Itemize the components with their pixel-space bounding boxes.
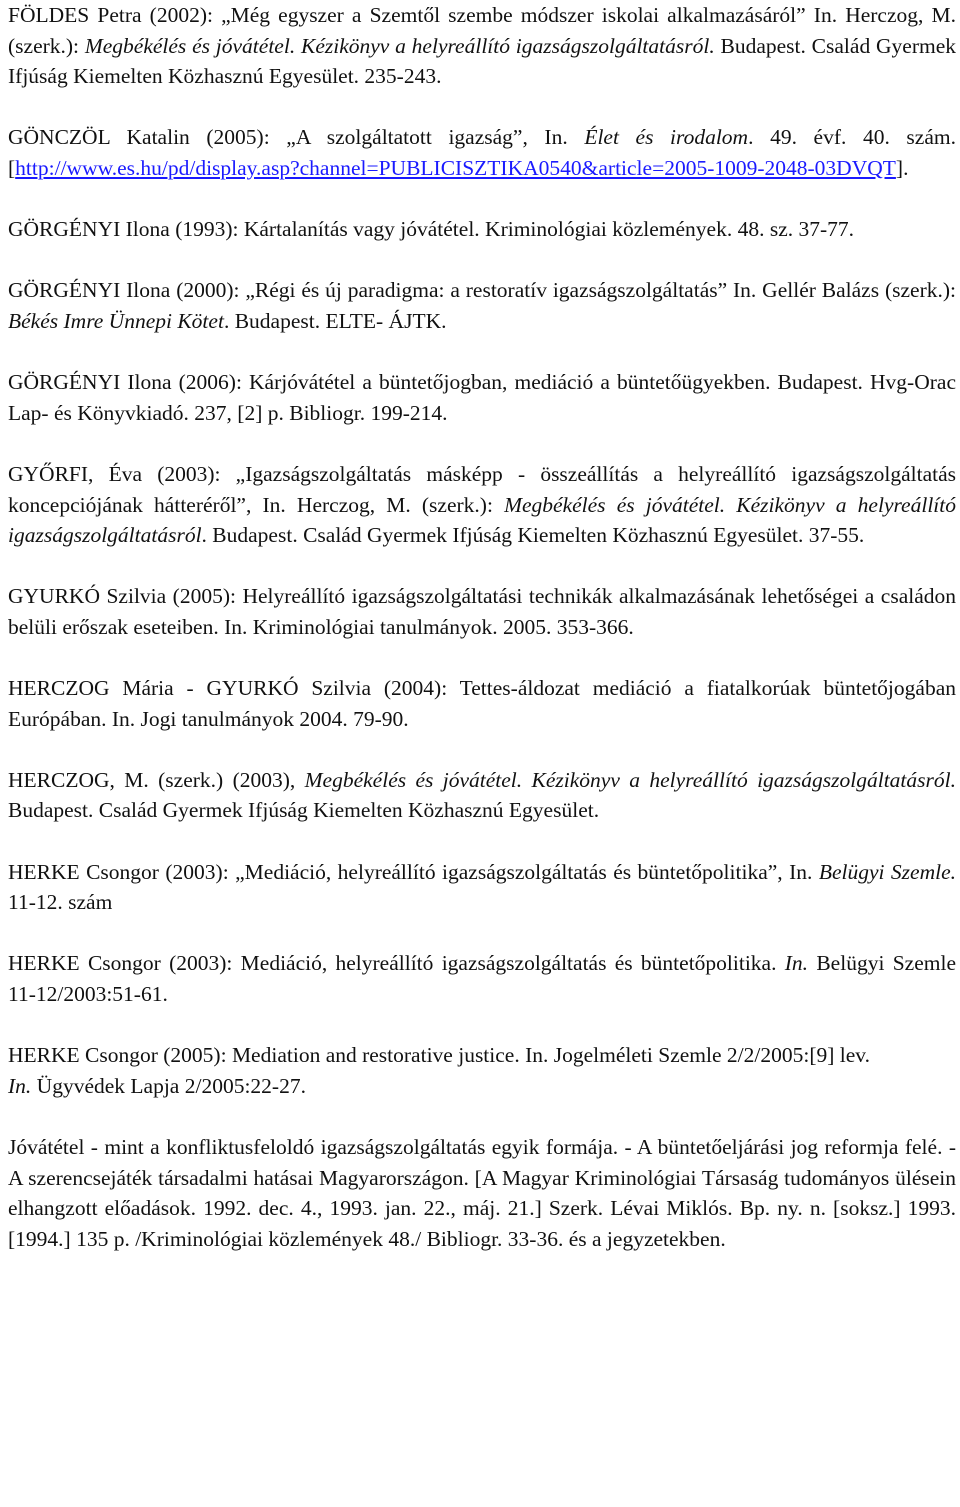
reference-entry [8, 122, 956, 183]
reference-text: Budapest. Család Gyermek Ifjúság Kiemelten Közhasznú Egyesület. 235-243. [8, 33, 956, 89]
reference-entry [8, 1132, 956, 1254]
reference-entry [8, 581, 956, 642]
reference-text: GÖNCZÖL Katalin (2005): „A szolgáltatott igazság”, In. [8, 125, 585, 150]
reference-entry [8, 948, 956, 1009]
reference-link[interactable]: http://www.es.hu/pd/display.asp?channel=PUBLICISZTIKA0540&article=2005-1009-2048-03DVQT [15, 155, 896, 180]
reference-title-italic: Megbékélés és jóvátétel. Kézikönyv a helyreállító igazságszolgáltatásról. [304, 767, 956, 792]
reference-text: . Budapest. Család Gyermek Ifjúság Kiemelten Közhasznú Egyesület. 37-55. [201, 523, 865, 548]
reference-text: GÖRGÉNYI Ilona (2006): Kárjóvátétel a büntetőjogban, mediáció a büntetőügyekben. Budapest. Hvg-Orac Lap- és Könyvkiadó. 237, [2] p. Bibliogr. 199-214. [8, 370, 956, 425]
reference-text: FÖLDES Petra (2002): „Még egyszer a Szemtől szembe módszer iskolai alkalmazásáról” In. Herczog, M. (szerk.): [8, 3, 956, 58]
reference-entry [8, 765, 956, 826]
reference-text: GYŐRFI, Éva (2003): „Igazságszolgáltatás másképp - összeállítás a helyreállító igazságszolgáltatás koncepciójának hátteréről”, In. Herczog, M. (szerk.): [8, 461, 956, 517]
reference-entry [8, 459, 956, 551]
reference-entry [8, 275, 956, 336]
reference-text: HERKE Csongor (2003): „Mediáció, helyreállító igazságszolgáltatás és büntetőpolitika”, In. [8, 859, 819, 884]
reference-text: 11-12. szám [8, 890, 113, 915]
reference-text: . Budapest. ELTE- ÁJTK. [223, 308, 447, 333]
reference-title-italic: In. [8, 1073, 32, 1098]
reference-entry [8, 367, 956, 428]
reference-text: Jóvátétel - mint a konfliktusfeloldó igazságszolgáltatás egyik formája. - A büntetőeljárási jog reformja felé. - A szerencsejáték társadalmi hatásai Magyarországon. [A Magyar Kriminológiai Társaság tudományos ülésein elhangzott előadások. 1992. dec. 4., 1993. jan. 22., máj. 21.] Szerk. Lévai Miklós. Bp. ny. n. [soksz.] 1993. [1994.] 135 p. /Kriminológiai közlemények 48./ Bibliogr. 33-36. és a jegyzetekben. [8, 1134, 956, 1251]
reference-entry [8, 857, 956, 918]
reference-text: Ügyvédek Lapja 2/2005:22-27. [31, 1073, 306, 1098]
reference-text: HERCZOG Mária - GYURKÓ Szilvia (2004): Tettes-áldozat mediáció a fiatalkorúak büntetőjogában Európában. In. Jogi tanulmányok 2004. 79-90. [8, 676, 956, 731]
reference-title-italic: Élet és irodalom [584, 125, 749, 150]
reference-text: HERCZOG, M. (szerk.) (2003), [8, 767, 305, 792]
reference-text: Budapest. Család Gyermek Ifjúság Kiemelten Közhasznú Egyesület. [8, 798, 600, 823]
reference-text: GÖRGÉNYI Ilona (1993): Kártalanítás vagy jóvátétel. Kriminológiai közlemények. 48. sz. 37-77. [8, 217, 855, 242]
reference-title-italic: Megbékélés és jóvátétel. Kézikönyv a helyreállító igazságszolgáltatásról. [84, 33, 715, 58]
reference-text: ]. [895, 155, 909, 180]
reference-text: HERKE Csongor (2005): Mediation and restorative justice. In. Jogelméleti Szemle 2/2/2005:[9] lev. [8, 1043, 871, 1068]
reference-text: GÖRGÉNYI Ilona (2000): „Régi és új paradigma: a restoratív igazságszolgáltatás” In. Gellér Balázs (szerk.): [8, 278, 956, 303]
reference-entry [8, 1040, 956, 1101]
reference-title-italic: Belügyi Szemle. [818, 859, 956, 884]
reference-text: HERKE Csongor (2003): Mediáció, helyreállító igazságszolgáltatás és büntetőpolitika. [8, 951, 785, 976]
reference-entry [8, 214, 956, 245]
reference-title-italic: In. [784, 951, 809, 976]
reference-entry [8, 673, 956, 734]
reference-title-italic: Megbékélés és jóvátétel. Kézikönyv a helyreállító igazságszolgáltatásról [8, 492, 956, 548]
reference-title-italic: Békés Imre Ünnepi Kötet [8, 308, 224, 333]
reference-text: Belügyi Szemle 11-12/2003:51-61. [8, 951, 956, 1006]
reference-text: GYURKÓ Szilvia (2005): Helyreállító igazságszolgáltatási technikák alkalmazásának lehetőségei a családon belüli erőszak eseteiben. In. Kriminológiai tanulmányok. 2005. 353-366. [8, 584, 956, 639]
bibliography-page [8, 0, 956, 1254]
reference-entry [8, 0, 956, 92]
reference-text: . 49. évf. 40. szám. [ [8, 125, 956, 180]
